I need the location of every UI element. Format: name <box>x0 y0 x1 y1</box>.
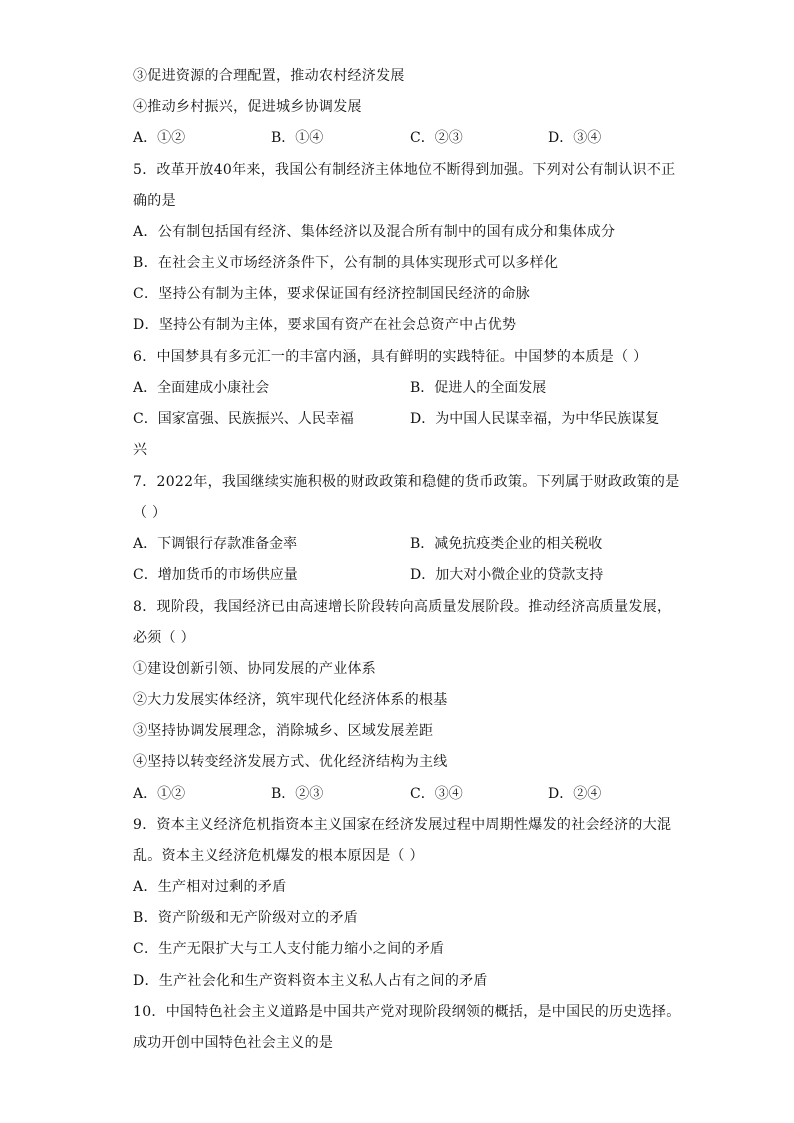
q6-option-d-cont: 兴 <box>133 442 148 458</box>
q8-statement-2: ②大力发展实体经济，筑牢现代化经济体系的根基 <box>133 692 448 708</box>
q5-stem-cont: 确的是 <box>133 193 176 209</box>
q7-option-c: C．增加货币的市场供应量 <box>133 567 298 583</box>
q4-option-b: B．①④ <box>271 130 324 146</box>
q4-statement-3: ③促进资源的合理配置，推动农村经济发展 <box>133 68 405 84</box>
q7-option-a: A．下调银行存款准备金率 <box>133 536 298 552</box>
q9-option-c: C．生产无限扩大与工人支付能力缩小之间的矛盾 <box>133 941 445 957</box>
q8-option-a: A．①② <box>133 786 186 802</box>
q8-option-d: D．②④ <box>548 786 602 802</box>
q6-option-a: A．全面建成小康社会 <box>133 380 270 396</box>
q5-option-b: B．在社会主义市场经济条件下，公有制的具体实现形式可以多样化 <box>133 255 559 271</box>
q10-stem-cont: 成功开创中国特色社会主义的是 <box>133 1035 334 1051</box>
q9-option-a: A．生产相对过剩的矛盾 <box>133 879 287 895</box>
q4-option-a: A．①② <box>133 130 186 146</box>
q7-stem: 7．2022年，我国继续实施积极的财政政策和稳健的货币政策。下列属于财政政策的是 <box>133 474 680 490</box>
q8-statement-1: ①建设创新引领、协同发展的产业体系 <box>133 661 377 677</box>
q7-stem-cont: （ ） <box>133 505 167 521</box>
q8-stem: 8．现阶段，我国经济已由高速增长阶段转向高质量发展阶段。推动经济高质量发展， <box>133 599 672 615</box>
q6-stem: 6．中国梦具有多元汇一的丰富内涵，具有鲜明的实践特征。中国梦的本质是（ ） <box>133 349 648 365</box>
q4-statement-4: ④推动乡村振兴，促进城乡协调发展 <box>133 99 362 115</box>
q4-option-d: D．③④ <box>548 130 602 146</box>
q4-option-c: C．②③ <box>410 130 463 146</box>
q6-option-c: C．国家富强、民族振兴、人民幸福 <box>133 411 354 427</box>
q8-stem-cont: 必须（ ） <box>133 630 195 646</box>
q5-stem: 5．改革开放40年来，我国公有制经济主体地位不断得到加强。下列对公有制认识不正 <box>133 162 676 178</box>
q5-option-a: A．公有制包括国有经济、集体经济以及混合所有制中的国有成分和集体成分 <box>133 224 616 240</box>
q7-option-b: B．减免抗疫类企业的相关税收 <box>410 536 603 552</box>
q8-statement-4: ④坚持以转变经济发展方式、优化经济结构为主线 <box>133 754 448 770</box>
q8-option-b: B．②③ <box>271 786 324 802</box>
q5-option-d: D．坚持公有制为主体，要求国有资产在社会总资产中占优势 <box>133 317 517 333</box>
q6-option-b: B．促进人的全面发展 <box>410 380 547 396</box>
q7-option-d: D．加大对小微企业的贷款支持 <box>410 567 604 583</box>
q6-option-d: D．为中国人民谋幸福，为中华民族谋复 <box>410 411 660 427</box>
q10-stem: 10．中国特色社会主义道路是中国共产党对现阶段纲领的概括，是中国民的历史选择。 <box>133 1004 681 1020</box>
q9-stem: 9．资本主义经济危机指资本主义国家在经济发展过程中周期性爆发的社会经济的大混 <box>133 817 672 833</box>
q9-option-d: D．生产社会化和生产资料资本主义私人占有之间的矛盾 <box>133 973 488 989</box>
q5-option-c: C．坚持公有制为主体，要求保证国有经济控制国民经济的命脉 <box>133 286 531 302</box>
q8-statement-3: ③坚持协调发展理念，消除城乡、区域发展差距 <box>133 723 434 739</box>
q8-option-c: C．③④ <box>410 786 463 802</box>
q9-option-b: B．资产阶级和无产阶级对立的矛盾 <box>133 910 359 926</box>
q9-stem-cont: 乱。资本主义经济危机爆发的根本原因是（ ） <box>133 848 424 864</box>
